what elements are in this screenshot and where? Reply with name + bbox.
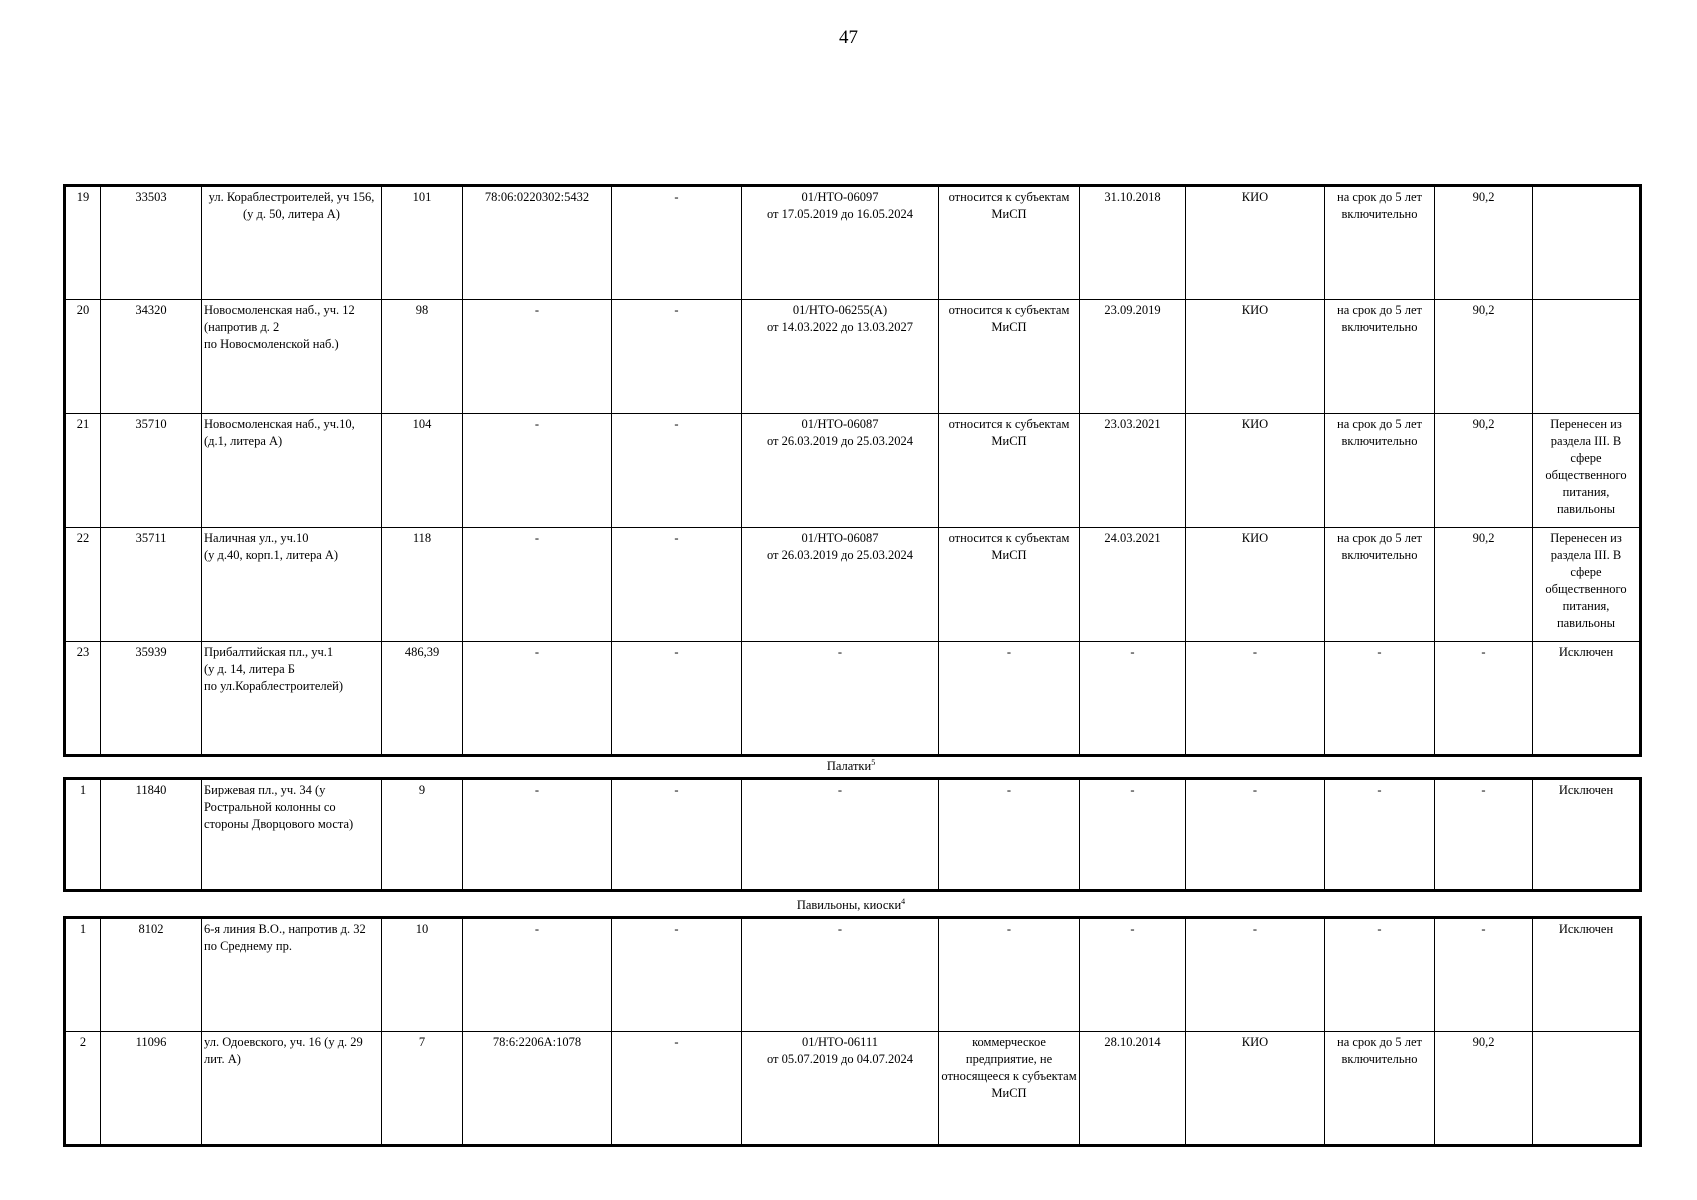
cell-org: КИО xyxy=(1186,528,1325,642)
cell-note: Перенесен из раздела III. В сфере общественного питания, павильоны xyxy=(1533,528,1641,642)
cell-no: 20 xyxy=(65,300,101,414)
cell-address: 6-я линия В.О., напротив д. 32 по Среднему пр. xyxy=(202,918,382,1032)
cell-area: 118 xyxy=(382,528,463,642)
cell-cadastral: 78:6:2206А:1078 xyxy=(463,1032,612,1146)
cell-date: 23.09.2019 xyxy=(1080,300,1186,414)
cell-address: Наличная ул., уч.10 (у д.40, корп.1, литера А) xyxy=(202,528,382,642)
cell-note xyxy=(1533,186,1641,300)
cell-term: - xyxy=(1325,779,1435,891)
cell-note: Исключен xyxy=(1533,642,1641,756)
cell-category: относится к субъектам МиСП xyxy=(939,186,1080,300)
table-row xyxy=(65,642,1641,756)
cell-cadastral: - xyxy=(463,414,612,528)
cell-col6: - xyxy=(612,414,742,528)
cell-code: 90,2 xyxy=(1435,1032,1533,1146)
cell-term: на срок до 5 лет включительно xyxy=(1325,1032,1435,1146)
main-table xyxy=(63,184,1642,757)
section-title-palatki: Палатки$^5$ xyxy=(826,758,876,774)
cell-org: - xyxy=(1186,779,1325,891)
cell-note: Перенесен из раздела III. В сфере общественного питания, павильоны xyxy=(1533,414,1641,528)
cell-contract: - xyxy=(742,918,939,1032)
cell-category: - xyxy=(939,642,1080,756)
cell-cadastral: - xyxy=(463,779,612,891)
cell-term: на срок до 5 лет включительно xyxy=(1325,528,1435,642)
cell-org: КИО xyxy=(1186,300,1325,414)
table-row xyxy=(65,528,1641,642)
cell-col6: - xyxy=(612,528,742,642)
cell-cadastral: - xyxy=(463,642,612,756)
cell-org: - xyxy=(1186,918,1325,1032)
cell-category: - xyxy=(939,779,1080,891)
cell-term: на срок до 5 лет включительно xyxy=(1325,414,1435,528)
cell-code: - xyxy=(1435,779,1533,891)
cell-id: 11096 xyxy=(101,1032,202,1146)
cell-no: 1 xyxy=(65,918,101,1032)
page-number: 47 xyxy=(839,27,858,48)
cell-term: - xyxy=(1325,642,1435,756)
cell-no: 19 xyxy=(65,186,101,300)
cell-contract: 01/НТО-06087 от 26.03.2019 до 25.03.2024 xyxy=(742,414,939,528)
table-row xyxy=(65,1032,1641,1146)
cell-term: на срок до 5 лет включительно xyxy=(1325,186,1435,300)
cell-contract: - xyxy=(742,779,939,891)
cell-code: 90,2 xyxy=(1435,528,1533,642)
cell-col6: - xyxy=(612,779,742,891)
cell-id: 33503 xyxy=(101,186,202,300)
cell-org: КИО xyxy=(1186,186,1325,300)
cell-code: - xyxy=(1435,918,1533,1032)
cell-category: - xyxy=(939,918,1080,1032)
cell-org: - xyxy=(1186,642,1325,756)
table-row xyxy=(65,300,1641,414)
table-row xyxy=(65,779,1641,891)
cell-date: 28.10.2014 xyxy=(1080,1032,1186,1146)
cell-cadastral: 78:06:0220302:5432 xyxy=(463,186,612,300)
cell-code: 90,2 xyxy=(1435,186,1533,300)
cell-cadastral: - xyxy=(463,918,612,1032)
cell-col6: - xyxy=(612,300,742,414)
cell-no: 2 xyxy=(65,1032,101,1146)
cell-contract: 01/НТО-06255(А) от 14.03.2022 до 13.03.2027 xyxy=(742,300,939,414)
cell-date: - xyxy=(1080,918,1186,1032)
cell-category: относится к субъектам МиСП xyxy=(939,528,1080,642)
cell-date: 23.03.2021 xyxy=(1080,414,1186,528)
cell-category: коммерческое предприятие, не относящееся к субъектам МиСП xyxy=(939,1032,1080,1146)
cell-id: 35710 xyxy=(101,414,202,528)
table-row xyxy=(65,186,1641,300)
section-title-pavilions: Павильоны, киоски$^4$ xyxy=(796,897,906,913)
cell-no: 23 xyxy=(65,642,101,756)
cell-contract: 01/НТО-06087 от 26.03.2019 до 25.03.2024 xyxy=(742,528,939,642)
palatki-table xyxy=(63,777,1642,892)
cell-contract: 01/НТО-06097 от 17.05.2019 до 16.05.2024 xyxy=(742,186,939,300)
pavilions-table xyxy=(63,916,1642,1147)
cell-id: 34320 xyxy=(101,300,202,414)
cell-no: 1 xyxy=(65,779,101,891)
cell-contract: - xyxy=(742,642,939,756)
cell-address: Биржевая пл., уч. 34 (у Ростральной колонны со стороны Дворцового моста) xyxy=(202,779,382,891)
cell-contract: 01/НТО-06111 от 05.07.2019 до 04.07.2024 xyxy=(742,1032,939,1146)
cell-note: Исключен xyxy=(1533,779,1641,891)
cell-note: Исключен xyxy=(1533,918,1641,1032)
cell-org: КИО xyxy=(1186,414,1325,528)
cell-note xyxy=(1533,1032,1641,1146)
cell-area: 486,39 xyxy=(382,642,463,756)
cell-area: 7 xyxy=(382,1032,463,1146)
cell-term: - xyxy=(1325,918,1435,1032)
cell-area: 10 xyxy=(382,918,463,1032)
cell-cadastral: - xyxy=(463,528,612,642)
table-row xyxy=(65,414,1641,528)
cell-category: относится к субъектам МиСП xyxy=(939,300,1080,414)
cell-id: 8102 xyxy=(101,918,202,1032)
cell-category: относится к субъектам МиСП xyxy=(939,414,1080,528)
cell-address: ул. Одоевского, уч. 16 (у д. 29 лит. А) xyxy=(202,1032,382,1146)
cell-col6: - xyxy=(612,186,742,300)
cell-date: - xyxy=(1080,642,1186,756)
cell-id: 11840 xyxy=(101,779,202,891)
cell-date: - xyxy=(1080,779,1186,891)
cell-code: 90,2 xyxy=(1435,300,1533,414)
cell-date: 31.10.2018 xyxy=(1080,186,1186,300)
cell-address: ул. Кораблестроителей, уч 156, (у д. 50, литера А) xyxy=(202,186,382,300)
cell-code: - xyxy=(1435,642,1533,756)
cell-area: 101 xyxy=(382,186,463,300)
cell-address: Прибалтийская пл., уч.1 (у д. 14, литера Б по ул.Кораблестроителей) xyxy=(202,642,382,756)
cell-address: Новосмоленская наб., уч. 12 (напротив д. 2 по Новосмоленской наб.) xyxy=(202,300,382,414)
cell-address: Новосмоленская наб., уч.10, (д.1, литера А) xyxy=(202,414,382,528)
cell-code: 90,2 xyxy=(1435,414,1533,528)
cell-id: 35711 xyxy=(101,528,202,642)
cell-note xyxy=(1533,300,1641,414)
cell-cadastral: - xyxy=(463,300,612,414)
cell-col6: - xyxy=(612,642,742,756)
cell-area: 9 xyxy=(382,779,463,891)
cell-id: 35939 xyxy=(101,642,202,756)
cell-col6: - xyxy=(612,918,742,1032)
cell-term: на срок до 5 лет включительно xyxy=(1325,300,1435,414)
cell-col6: - xyxy=(612,1032,742,1146)
cell-org: КИО xyxy=(1186,1032,1325,1146)
cell-date: 24.03.2021 xyxy=(1080,528,1186,642)
cell-no: 21 xyxy=(65,414,101,528)
cell-area: 104 xyxy=(382,414,463,528)
cell-no: 22 xyxy=(65,528,101,642)
table-row xyxy=(65,918,1641,1032)
cell-area: 98 xyxy=(382,300,463,414)
